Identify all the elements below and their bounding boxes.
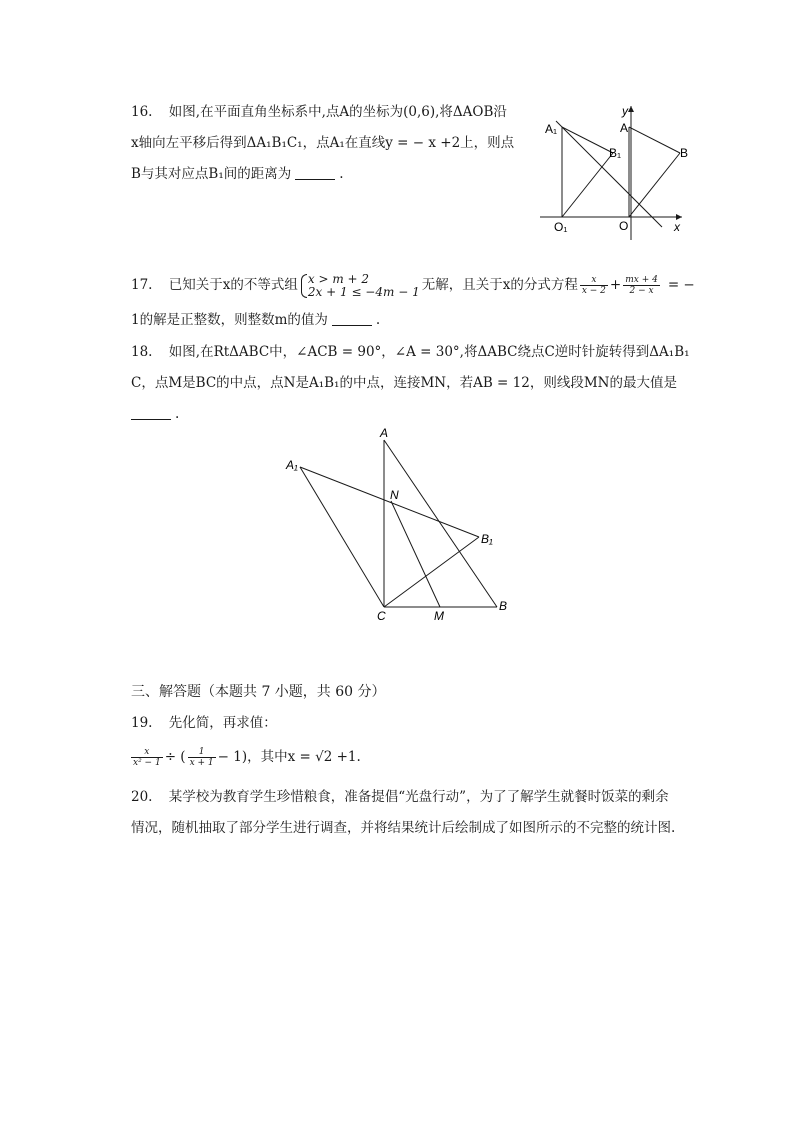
q19-divide: ÷ ( bbox=[164, 749, 186, 765]
q20-line1 bbox=[131, 788, 669, 806]
label-x: x bbox=[674, 220, 680, 234]
label-B: B bbox=[680, 146, 689, 160]
section-3-title: 三、解答题（本题共 7 小题，共 60 分） bbox=[131, 684, 386, 700]
answer-blank bbox=[332, 313, 372, 326]
label-O1: O₁ bbox=[554, 220, 568, 234]
q16-period: . bbox=[339, 166, 344, 182]
answer-blank bbox=[295, 167, 335, 180]
fraction-1: $\frac{x}{x - 2}$ bbox=[581, 275, 606, 296]
q16-line1 bbox=[131, 103, 507, 121]
q17-text-2: 无解，且关于x的分式方程 bbox=[421, 277, 578, 293]
segment-OB bbox=[629, 153, 680, 217]
segment-CB1 bbox=[384, 537, 479, 607]
inequality-1: x > m + 2 bbox=[307, 271, 370, 286]
label-A: A bbox=[380, 426, 389, 440]
label-N: N bbox=[390, 488, 399, 502]
label-O: O bbox=[619, 219, 629, 233]
q18-number: 18. bbox=[131, 344, 153, 360]
q17-period: . bbox=[375, 312, 381, 328]
label-y: y bbox=[622, 104, 628, 118]
q16-line3 bbox=[131, 165, 344, 183]
figure-16 bbox=[540, 100, 690, 240]
plus-sign: + bbox=[609, 277, 622, 293]
segment-MN bbox=[391, 501, 440, 607]
label-A1: A₁ bbox=[286, 458, 298, 472]
segment-O1B1 bbox=[562, 153, 613, 217]
label-B: B bbox=[499, 599, 508, 613]
answer-blank bbox=[131, 407, 171, 420]
fraction-2: $\frac{mx + 4}{2 - x}$ bbox=[625, 275, 658, 296]
segment-A1B1 bbox=[562, 127, 613, 153]
q18-line1 bbox=[131, 343, 690, 361]
q19-text: 先化简，再求值： bbox=[168, 715, 277, 731]
q18-period: . bbox=[175, 406, 180, 422]
q19-fraction-2: $\frac{1}{x + 1}$ bbox=[189, 747, 214, 768]
inequality-2: 2x + 1 ≤ −4m − 1 bbox=[307, 284, 420, 299]
segment-AB bbox=[629, 127, 680, 153]
label-B1: B₁ bbox=[481, 532, 493, 546]
q20-text-1: 某学校为教育学生珍惜粮食，准备提倡“光盘行动”，为了了解学生就餐时饭菜的剩余 bbox=[168, 789, 669, 805]
label-A: A bbox=[620, 121, 629, 135]
q17-number: 17. bbox=[131, 277, 153, 293]
q17-line1 bbox=[131, 270, 695, 300]
q16-line2: x轴向左平移后得到ΔA₁B₁C₁，点A₁在直线y = − x +2上，则点 bbox=[131, 135, 515, 151]
q18-text-1: 如图,在RtΔABC中，∠ACB = 90°，∠A = 30°,将ΔABC绕点C逆时针旋转得到ΔA₁B₁ bbox=[168, 344, 690, 360]
segment-A1C bbox=[300, 467, 384, 607]
q20-line2: 情况，随机抽取了部分学生进行调查，并将结果统计后绘制成了如图所示的不完整的统计图. bbox=[131, 820, 676, 836]
q17-text-3: 1的解是正整数，则整数m的值为 bbox=[131, 312, 328, 328]
q19-number: 19. bbox=[131, 715, 153, 731]
q20-number: 20. bbox=[131, 789, 153, 805]
q16-text-3: B与其对应点B₁间的距离为 bbox=[131, 166, 292, 182]
label-C: C bbox=[377, 609, 386, 623]
line-y-neg-x-plus-2 bbox=[556, 121, 662, 227]
label-B1: B₁ bbox=[609, 146, 622, 160]
q16-number: 16. bbox=[131, 104, 153, 120]
label-M: M bbox=[434, 609, 444, 623]
q19-rest: − 1)，其中x = √2 +1. bbox=[217, 749, 361, 765]
q18-line3 bbox=[131, 405, 179, 423]
equals-sign: = − bbox=[667, 277, 695, 293]
q16-text-1: 如图,在平面直角坐标系中,点A的坐标为(0,6),将ΔAOB沿 bbox=[168, 104, 507, 120]
figure-18 bbox=[280, 425, 520, 630]
q19-line1 bbox=[131, 714, 277, 732]
inequality-system bbox=[300, 273, 420, 299]
segment-A1B1 bbox=[300, 467, 479, 537]
q18-line2: C，点M是BC的中点，点N是A₁B₁的中点，连接MN，若AB = 12，则线段MN的最大值是 bbox=[131, 375, 677, 391]
q19-expression bbox=[131, 743, 361, 771]
q17-line2 bbox=[131, 311, 380, 329]
q19-fraction-1: $\frac{x}{\text{x² − 1}}$ bbox=[133, 747, 161, 768]
label-A1: A₁ bbox=[545, 122, 558, 136]
q17-text-1: 已知关于x的不等式组 bbox=[168, 277, 298, 293]
